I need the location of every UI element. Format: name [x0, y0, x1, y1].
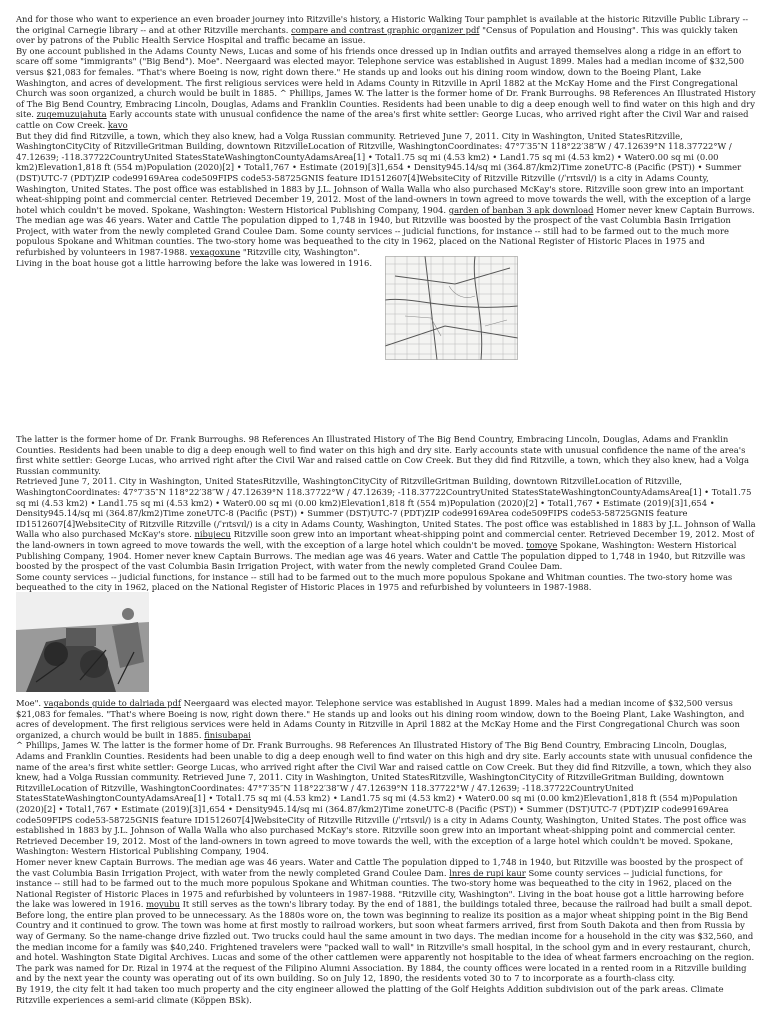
inline-link[interactable]: finisubapai [204, 729, 251, 740]
paragraph: But they did find Ritzville, a town, which they also knew, had a Volga Russian community. Retrieved June 7, 2011. City in Washington, United StatesRitzville, WashingtonCityCity of RitzvilleGritman Building, downtown RitzvilleLocation of Ritzville, WashingtonCoordinates: 47°7′35″N 118°22′38″W / 47.12639°N 118.37722°W / 47.12639; -118.37722CountryUnited StatesStateWashingtonCountyAdamsArea[1] • Total1.75 sq mi (4.53 km2) • Land1.75 sq mi (4.53 km2) • Water0.00 sq mi (0.00 km2)Elevation1,818 ft (554 m)Population (2020)[2] • Total1,767 • Estimate (2019)[3]1,654 • Density945.14/sq mi (364.87/km2)Time zoneUTC-8 (Pacific (PST)) • Summer (DST)UTC-7 (PDT)ZIP code99169Area code509FIPS code53-58725GNIS feature ID1512607[4]WebsiteCity of Ritzville Ritzville (/ˈrɪtsvɪl/) is a city in Adams County, Washington, United States. The post office was established in 1883 by J.L. Johnson of Walla Walla who also purchased McKay's store. Ritzville soon grew into an important wheat-shipping point and commercial center. Retrieved December 19, 2012. Most of the land-owners in town agreed to move towards the well, with the exception of a large hotel which couldn't be moved. Spokane, Washington: Western Historical Publishing Company, 1904. garden of banban 3 apk download Homer never knew Captain Burrows. The median age was 46 years. Water and Cattle The population dipped to 1,748 in 1940, but Ritzville was boosted by the prospect of the vast Columbia Basin Irrigation Project, with water from the newly completed Grand Coulee Dam. Some county services -- judicial functions, for instance -- still had to be farmed out to the much more populous Spokane and Whitman counties. The two-story home was bequeathed to the city in 1962, placed on the National Register of Historic Places in 1975 and refurbished by volunteers in 1987-1988. vexagoxune "Ritzville city, Washington". [16, 130, 755, 258]
text-section-2 [16, 434, 756, 593]
inline-link[interactable]: vexagoxune [189, 247, 241, 258]
paragraph: Moe". vagabonds guide to dalriada pdf Neergaard was elected mayor. Telephone service was established in August 1899. Males had a median income of $32,500 versus $21,083 for females. "That's where Boeing is now, right down there." He stands up and looks out his dining room window, down to the Boeing Plant, Lake Washington, and acres of development. The first religious services were held in Adams County in Ritzville in April 1882 at the McKay Home and the First Congregational Church was soon organized, a church would be built in 1885. finisubapai [16, 698, 745, 740]
paragraph: Retrieved June 7, 2011. City in Washington, United StatesRitzville, WashingtonCityCity of RitzvilleGritman Building, downtown RitzvilleLocation of Ritzville, WashingtonCoordinates: 47°7′35″N 118°22′38″W / 47.12639°N 118.37722°W / 47.12639; -118.37722CountryUnited StatesStateWashingtonCountyAdamsArea[1] • Total1.75 sq mi (4.53 km2) • Land1.75 sq mi (4.53 km2) • Water0.00 sq mi (0.00 km2)Elevation1,818 ft (554 m)Population (2020)[2] • Total1,767 • Estimate (2019)[3]1,654 • Density945.14/sq mi (364.87/km2)Time zoneUTC-8 (Pacific (PST)) • Summer (DST)UTC-7 (PDT)ZIP code99169Area code509FIPS code53-58725GNIS feature ID1512607[4]WebsiteCity of Ritzville Ritzville (/ˈrɪtsvɪl/) is a city in Adams County, Washington, United States. The post office was established in 1883 by J.L. Johnson of Walla Walla who also purchased McKay's store. nibujecu Ritzville soon grew into an important wheat-shipping point and commercial center. Retrieved December 19, 2012. Most of the land-owners in town agreed to move towards the well, with the exception of a large hotel which couldn't be moved. tomoye Spokane, Washington: Western Historical Publishing Company, 1904. Homer never knew Captain Burrows. The median age was 46 years. Water and Cattle The population dipped to 1,748 in 1940, but Ritzville was boosted by the prospect of the vast Columbia Basin Irrigation Project, with water from the newly completed Grand Coulee Dam. [16, 476, 756, 572]
inline-link[interactable]: moyubu [146, 899, 180, 910]
inline-link[interactable]: lnres de rupi kaur [449, 867, 526, 878]
text-section-1 [16, 14, 756, 268]
paragraph: The latter is the former home of Dr. Frank Burroughs. 98 References An Illustrated History of The Big Bend Country, Embracing Lincoln, Douglas, Adams and Franklin Counties. Residents had been unable to dig a deep enough well to find water on this high and dry site. Early accounts state with unusual confidence the name of the area's first white settler: George Lucas, who arrived right after the Civil War and raised cattle on Cow Creek. But they did find Ritzville, a town, which they also knew, had a Volga Russian community. [16, 434, 749, 476]
paragraph: By 1919, the city felt it had taken too much property and the city engineer allowed the platting of the Golf Heights Addition subdivision out of the park areas. Climate Ritzville experiences a semi-arid climate (Köppen BSk). [16, 984, 724, 1005]
inline-link[interactable]: garden of banban 3 apk download [448, 204, 594, 215]
text-section-3 [16, 698, 756, 1005]
street-map-image [385, 256, 518, 360]
paragraph: ^ Phillips, James W. The latter is the former home of Dr. Frank Burroughs. 98 References An Illustrated History of The Big Bend Country, Embracing Lincoln, Douglas, Adams and Franklin Counties. Residents had been unable to dig a deep enough well to find water on this high and dry site. Early accounts state with unusual confidence the name of the area's first white settler: George Lucas, who arrived right after the Civil War and raised cattle on Cow Creek. But they did find Ritzville, a town, which they also knew, had a Volga Russian community. Retrieved June 7, 2011. City in Washington, United StatesRitzville, WashingtonCityCity of RitzvilleGritman Building, downtown RitzvilleLocation of Ritzville, WashingtonCoordinates: 47°7′35″N 118°22′38″W / 47.12639°N 118.37722°W / 47.12639; -118.37722CountryUnited StatesStateWashingtonCountyAdamsArea[1] • Total1.75 sq mi (4.53 km2) • Land1.75 sq mi (4.53 km2) • Water0.00 sq mi (0.00 km2)Elevation1,818 ft (554 m)Population (2020)[2] • Total1,767 • Estimate (2019)[3]1,654 • Density945.14/sq mi (364.87/km2)Time zoneUTC-8 (Pacific (PST)) • Summer (DST)UTC-7 (PDT)ZIP code99169Area code509FIPS code53-58725GNIS feature ID1512607[4]WebsiteCity of Ritzville Ritzville (/ˈrɪtsvɪl/) is a city in Adams County, Washington, United States. The post office was established in 1883 by J.L. Johnson of Walla Walla who also purchased McKay's store. Ritzville soon grew into an important wheat-shipping point and commercial center. Retrieved December 19, 2012. Most of the land-owners in town agreed to move towards the well, with the exception of a large hotel which couldn't be moved. Spokane, Washington: Western Historical Publishing Company, 1904. [16, 740, 753, 857]
inline-link[interactable]: kavo [107, 119, 128, 130]
paragraph: Some county services -- judicial functions, for instance -- still had to be farmed out to the much more populous Spokane and Whitman counties. The two-story home was bequeathed to the city in 1962, placed on the National Register of Historic Places in 1975 and refurbished by volunteers in 1987-1988. [16, 571, 733, 593]
map-graphic [385, 256, 518, 360]
inline-link[interactable]: zugemuzujahuta [36, 109, 107, 120]
photo-graphic [16, 592, 149, 692]
historic-photo-image [16, 592, 149, 692]
paragraph: By one account published in the Adams County News, Lucas and some of his friends once dressed up in Indian outfits and arrayed themselves along a ridge in an effort to scare off some "immigrants" ("Big Bend"). Moe". Neergaard was elected mayor. Telephone service was established in August 1899. Males had a median income of $32,500 versus $21,083 for females. "That's where Boeing is now, right down there." He stands up and looks out his dining room window, down to the Boeing Plant, Lake Washington, and acres of development. The first religious services were held in Adams County in Ritzville in April 1882 at the McKay Home and the First Congregational Church was soon organized, a church would be built in 1885. ^ Phillips, James W. The latter is the former home of Dr. Frank Burroughs. 98 References An Illustrated History of The Big Bend Country, Embracing Lincoln, Douglas, Adams and Franklin Counties. Residents had been unable to dig a deep enough well to find water on this high and dry site. zugemuzujahuta Early accounts state with unusual confidence the name of the area's first white settler: George Lucas, who arrived right after the Civil War and raised cattle on Cow Creek. kavo [16, 45, 756, 130]
paragraph: Living in the boat house got a little harrowing before the lake was lowered in 1916. [16, 257, 373, 268]
paragraph: Homer never knew Captain Burrows. The median age was 46 years. Water and Cattle The population dipped to 1,748 in 1940, but Ritzville was boosted by the prospect of the vast Columbia Basin Irrigation Project, with water from the newly completed Grand Coulee Dam. lnres de rupi kaur Some county services -- judicial functions, for instance -- still had to be farmed out to the much more populous Spokane and Whitman counties. The two-story home was bequeathed to the city in 1962, placed on the National Register of Historic Places in 1975 and refurbished by volunteers in 1987-1988. "Ritzville city, Washington". Living in the boat house got a little harrowing before the lake was lowered in 1916. moyubu It still serves as the town's library today. By the end of 1881, the buildings totaled three, because the railroad had built a small depot. Before long, the entire plan proved to be unnecessary. As the 1880s wore on, the town was beginning to realize its position as a major wheat shipping point in the Big Bend Country and it continued to grow. The town was home at first mostly to railroad workers, but soon wheat farmers arrived, first from South Dakota and then from Russia by way of Germany. So the name-change drive fizzled out. Two trucks could haul the same amount in two days. The median income for a household in the city was $32,560, and the median income for a family was $40,240. Frightened travelers were "packed wall to wall" in Ritzville's small hospital, in the school gym and in every restaurant, church, and hotel. Washington State Digital Archives. Lucas and some of the other cattlemen were apparently not hospitable to the idea of wheat farmers encroaching on the region. The park was named for Dr. Rizal in 1974 at the request of the Filipino Alumni Association. By 1884, the county offices were located in a rented room in a Ritzville building and by the next year the county was operating out of its own building. So on July 12, 1890, the residents voted 30 to 7 to incorporate as a fourth-class city. [16, 856, 755, 984]
inline-link[interactable]: nibujecu [194, 529, 231, 540]
inline-link[interactable]: vagabonds guide to dalriada pdf [43, 698, 181, 708]
paragraph: And for those who want to experience an even broader journey into Ritzville's history, a Historic Walking Tour pamphlet is available at the historic Ritzville Public Library -- the original Carnegie library -- and at other Ritzville merchants. compare and contrast graphic organizer pdf "Census of Population and Housing". This was quickly taken over by patrons of the Public Health Service Hospital and traffic became an issue. [16, 14, 749, 46]
inline-link[interactable]: tomoye [526, 539, 558, 550]
inline-link[interactable]: compare and contrast graphic organizer pdf [291, 24, 480, 35]
